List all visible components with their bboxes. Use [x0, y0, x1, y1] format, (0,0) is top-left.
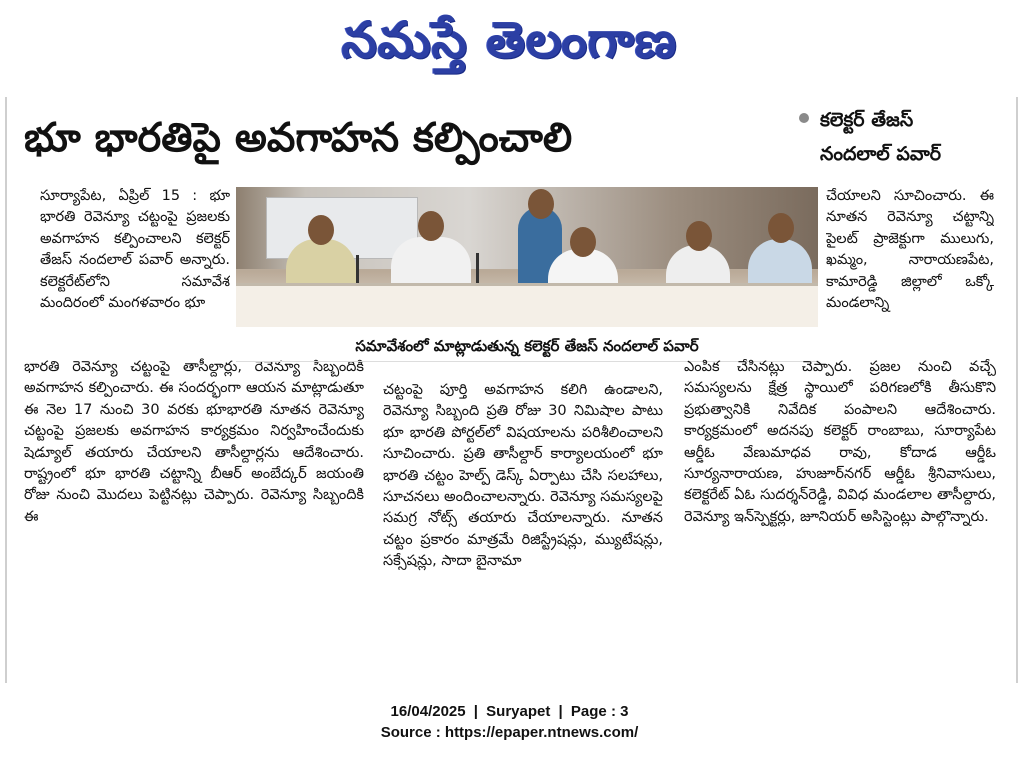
article-paragraph: చట్టంపై పూర్తి అవగాహన కలిగి ఉండాలని, రెవెన్యూ సిబ్బంది ప్రతి రోజు 30 నిమిషాల పాటు భూ భారతి పోర్టల్‌లో విషయాలను పరిశీలించాలని సూచించారు. ప్రతి తాసీల్దార్ కార్యాలయంలో భూ భారతి చట్టం హెల్ప్ డెస్క్ ఏర్పాటు చేసి సలహాలు, సూచనలు అందించాలన్నారు. రెవెన్యూ సమస్యలపై సమగ్ర నోట్స్ తయారు చేయాలన్నారు. నూతన చట్టం ప్రకారం మాత్రమే రిజిస్ట్రేషన్లు, మ్యుటేషన్లు, సక్సేషన్లు, సాదా బైనామా [383, 382, 663, 570]
source-line: Source : https://epaper.ntnews.com/ [380, 724, 639, 741]
article-column-1-bottom [24, 357, 364, 528]
photo-person-head [768, 213, 794, 243]
article-paragraph: సూర్యాపేట, ఏప్రిల్ 15 : భూ భారతి రెవెన్యూ చట్టంపై ప్రజలకు అవగాహన కల్పించాలని కలెక్టర్ తేజస్ నందలాల్ పవార్ అన్నారు. కలెక్టరేట్‌లోని సమావేశ మందిరంలో మంగళవారం భూ [40, 188, 230, 312]
article-column-3-bottom [684, 357, 996, 528]
article-paragraph: చేయాలని సూచించారు. ఈ నూతన రెవెన్యూ చట్టాన్ని పైలట్ ప్రాజెక్టుగా ములుగు, ఖమ్మం, నారాయణపేట, కామారెడ్డి జిల్లాలో ఒక్కో మండలాన్ని [826, 188, 994, 312]
masthead [0, 4, 1019, 76]
photo-person-head [418, 211, 444, 241]
article-column-2 [383, 380, 663, 573]
separator: | [558, 703, 563, 720]
edition-place: Suryapet [486, 703, 551, 720]
article-byline [820, 103, 1010, 171]
edition-page: Page : 3 [570, 703, 629, 720]
article-column-3-top [826, 186, 994, 314]
photo-person-head [528, 189, 554, 219]
photo-caption: సమావేశంలో మాట్లాడుతున్న కలెక్టర్ తేజస్ నందలాల్ పవార్ [236, 331, 818, 362]
article-photo [236, 187, 818, 327]
article-column-1-top [40, 186, 230, 314]
article-paragraph: ఎంపిక చేసినట్లు చెప్పారు. ప్రజల నుంచి వచ్చే సమస్యలను క్షేత్ర స్థాయిలో పరిగణలోకి తీసుకొని ప్రభుత్వానికి నివేదిక పంపాలని ఆదేశించారు. కార్యక్రమంలో అదనపు కలెక్టర్ రాంబాబు, సూర్యాపేట ఆర్డీఓ వేణుమాధవ రావు, కోదాడ ఆర్డీఓ సూర్యనారాయణ, హుజూర్‌నగర్ ఆర్డీఓ శ్రీనివాసులు, కలెక్టరేట్ ఏఓ సుదర్శన్‌రెడ్డి, వివిధ మండలాల తాసీల్దారు, రెవెన్యూ ఇన్‌స్పెక్టర్లు, జూనియర్ అసిస్టెంట్లు పాల్గొన్నారు. [684, 359, 996, 525]
photo-table [236, 283, 818, 327]
article-paragraph: భారతి రెవెన్యూ చట్టంపై తాసీల్దార్లు, రెవెన్యూ సిబ్బందికి అవగాహన కల్పించారు. ఈ సందర్భంగా ఆయన మాట్లాడుతూ ఈ నెల 17 నుంచి 30 వరకు భూభారతి నూతన రెవెన్యూ చట్టంపై ప్రజలకు అవగాహన కార్యక్రమం నిర్వహించేందుకు షెడ్యూల్ తయారు చేయాలని తాసీల్దార్లను ఆదేశించారు. రాష్ట్రంలో భూ భారతి చట్టాన్ని బీఆర్ అంబేద్కర్ జయంతి రోజు నుంచి మొదలు పెట్టినట్లు చెప్పారు. రెవెన్యూ సిబ్బందికి ఈ [24, 359, 364, 525]
article-headline: భూ భారతిపై అవగాహన కల్పించాలి [24, 115, 573, 161]
newspaper-logo: నమస్తే తెలంగాణ [341, 11, 678, 69]
byline-line: నందలాల్ పవార్ [820, 143, 942, 165]
photo-person-head [570, 227, 596, 257]
photo-person-head [686, 221, 712, 251]
edition-info [0, 703, 1019, 720]
byline-line: కలెక్టర్ తేజస్ [820, 109, 914, 131]
photo-person-head [308, 215, 334, 245]
bullet-icon [799, 113, 809, 123]
separator: | [473, 703, 478, 720]
edition-date: 16/04/2025 [390, 703, 466, 720]
